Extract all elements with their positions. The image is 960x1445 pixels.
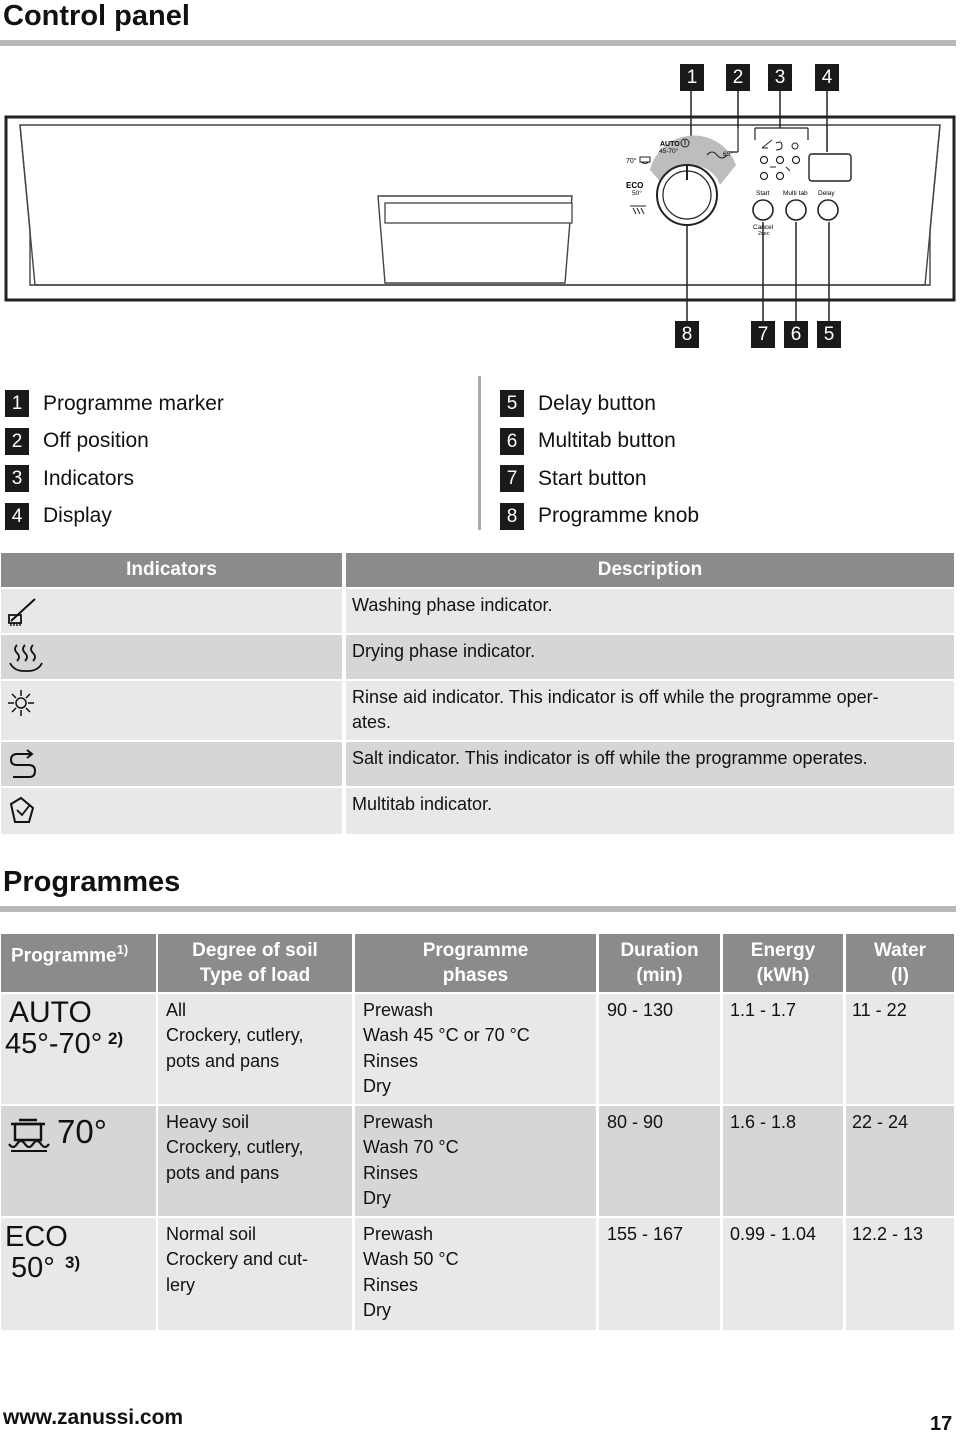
legend-item: 2 Off position [5,423,224,461]
eco-programme-label: ECO [5,1221,68,1253]
callout-2: 2 [726,64,750,91]
table-row-icon-cell [1,589,342,633]
footnote-ref: 3) [65,1253,81,1272]
svg-text:50°: 50° [632,190,642,197]
description-header: Description [346,553,954,587]
duration-header: Duration (min) [599,934,720,992]
svg-text:45-70°: 45-70° [659,148,679,155]
programme-symbol-cell [1,994,156,1104]
legend-right [500,385,699,535]
callout-4: 4 [815,64,839,91]
eco-temp-label: 50° [11,1252,55,1284]
soil-header: Degree of soil Type of load [158,934,352,992]
water-cell: 12.2 - 13 [846,1218,954,1330]
water-header: Water (l) [846,934,954,992]
legend-item: 3 Indicators [5,460,224,498]
phases-header: Programme phases [355,934,596,992]
callout-6: 6 [784,321,808,348]
legend-item: 4 Display [5,498,224,536]
soil-cell: Normal soil Crockery and cut- lery [158,1218,352,1330]
svg-text:AUTO: AUTO [660,141,680,148]
table-row-icon-cell [1,742,342,786]
table-row-description: Drying phase indicator. [346,635,954,679]
callout-1: 1 [680,64,704,91]
salt-icon [5,746,45,786]
footer-url[interactable]: www.zanussi.com [3,1406,184,1429]
legend-item: 5 Delay button [500,385,699,423]
legend-item: 7 Start button [500,460,699,498]
indicators-header: Indicators [1,553,342,587]
energy-cell: 0.99 - 1.04 [723,1218,843,1330]
svg-text:Cancel: Cancel [753,224,774,231]
svg-text:Multi tab: Multi tab [783,190,808,197]
water-cell: 11 - 22 [846,994,954,1104]
page-title: Control panel [3,0,190,32]
rinse-aid-icon [3,685,43,725]
control-panel-diagram [0,0,960,360]
water-cell: 22 - 24 [846,1106,954,1216]
callout-3: 3 [768,64,792,91]
soil-cell: All Crockery, cutlery, pots and pans [158,994,352,1104]
legend-divider [478,376,481,530]
svg-text:ECO: ECO [626,181,644,190]
table-row-icon-cell [1,788,342,834]
heading-rule [0,906,956,912]
callout-8: 8 [675,321,699,348]
duration-cell: 155 - 167 [599,1218,720,1330]
section-title: Programmes [3,866,181,898]
energy-header: Energy (kWh) [723,934,843,992]
svg-text:70°: 70° [626,158,637,165]
multitab-icon [5,792,45,832]
table-row-description: Rinse aid indicator. This indicator is off while the programme oper- ates. [346,681,954,740]
auto-temp-label: 45°-70° [5,1028,103,1060]
table-row-description: Multitab indicator. [346,788,954,834]
callout-5: 5 [817,321,841,348]
washing-phase-icon [3,593,43,633]
page-number: 17 [930,1413,953,1435]
table-row-icon-cell [1,635,342,679]
auto-programme-label: AUTO [9,996,92,1029]
duration-cell: 80 - 90 [599,1106,720,1216]
table-row-description: Washing phase indicator. [346,589,954,633]
duration-cell: 90 - 130 [599,994,720,1104]
table-row-icon-cell [1,681,342,740]
phases-cell: Prewash Wash 70 °C Rinses Dry [355,1106,596,1216]
programme-symbol-cell [1,1106,156,1216]
callout-7: 7 [751,321,775,348]
legend-left [5,385,224,535]
drying-phase-icon [7,639,47,679]
intensive-temp-label: 70° [57,1113,107,1150]
programme-header: Programme$^{1)}$ [1,934,156,992]
svg-text:Start: Start [756,190,770,197]
footnote-ref: 2) [108,1029,124,1048]
phases-cell: Prewash Wash 45 °C or 70 °C Rinses Dry [355,994,596,1104]
energy-cell: 1.1 - 1.7 [723,994,843,1104]
phases-cell: Prewash Wash 50 °C Rinses Dry [355,1218,596,1330]
soil-cell: Heavy soil Crockery, cutlery, pots and pans [158,1106,352,1216]
svg-text:Delay: Delay [818,190,835,197]
legend-item: 1 Programme marker [5,385,224,423]
intensive-pot-icon [5,1114,53,1158]
legend-item: 6 Multitab button [500,423,699,461]
svg-text:2sec: 2sec [758,231,770,237]
energy-cell: 1.6 - 1.8 [723,1106,843,1216]
legend-item: 8 Programme knob [500,498,699,536]
programme-symbol-cell [1,1218,156,1330]
table-row-description: Salt indicator. This indicator is off while the programme operates. [346,742,954,786]
svg-text:65°: 65° [723,151,733,158]
